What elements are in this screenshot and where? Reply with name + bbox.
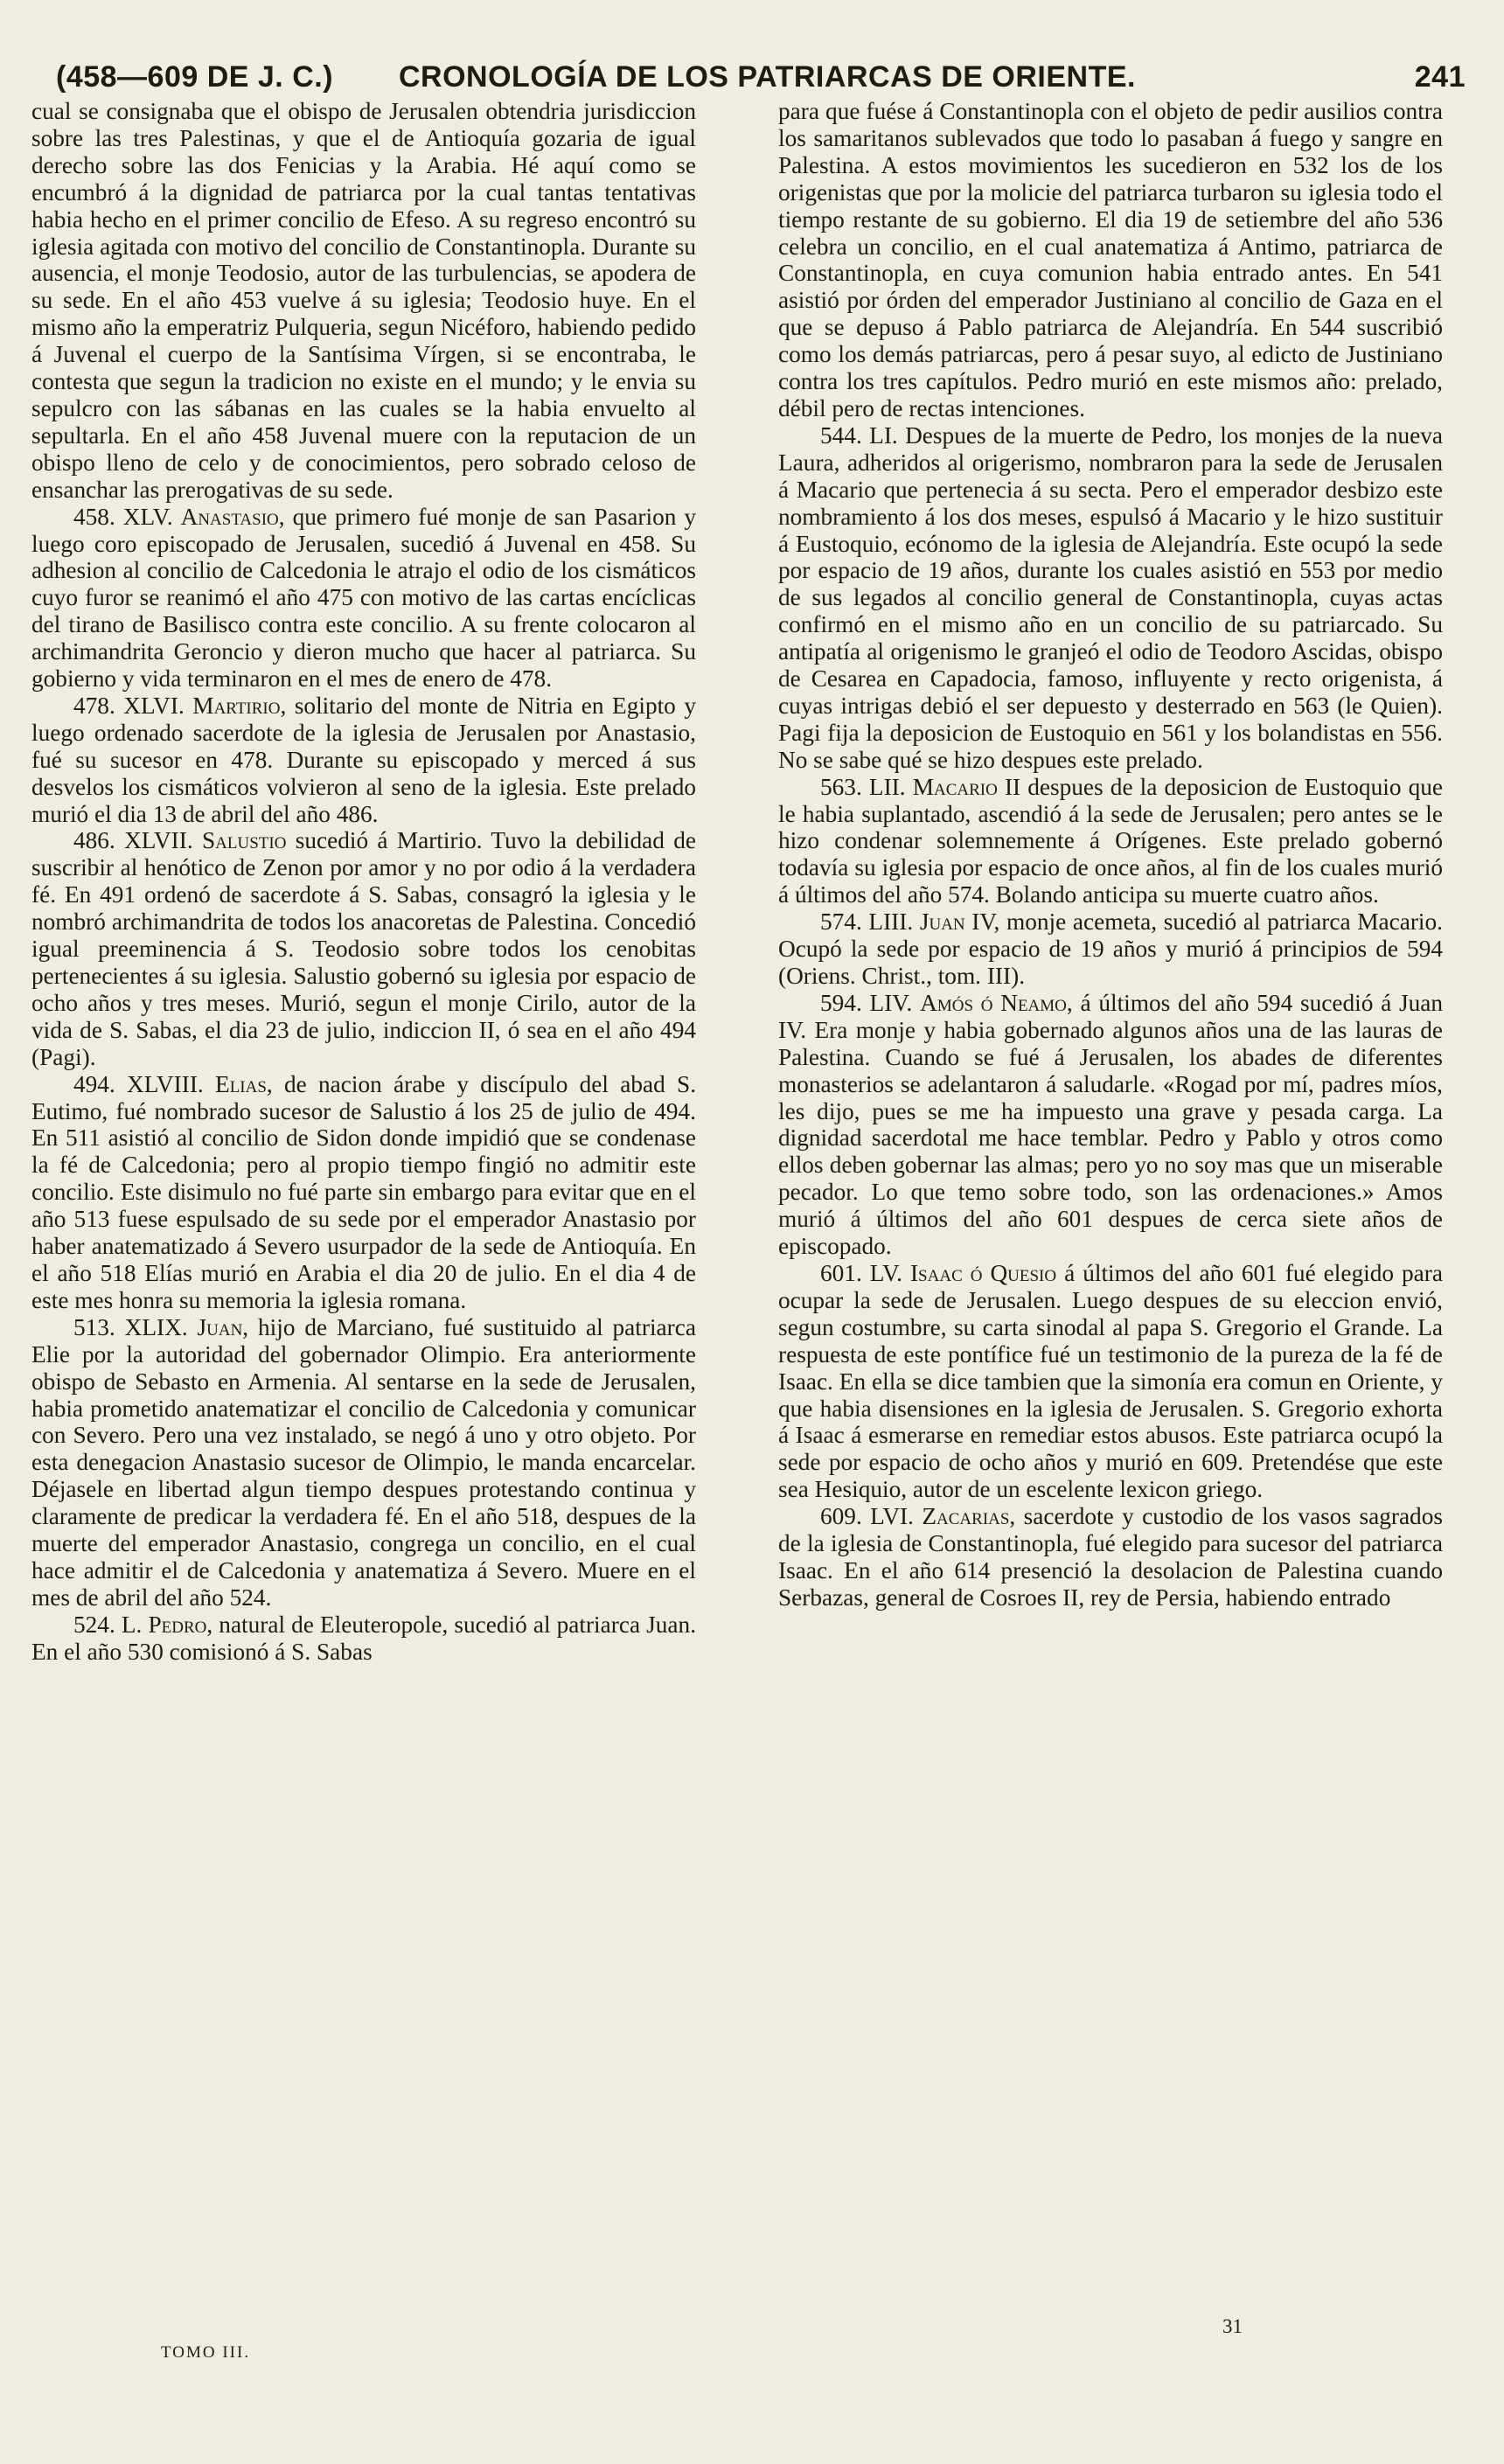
entry-458	[31, 504, 696, 693]
patriarch-name: Amós ó Neamo,	[920, 989, 1073, 1016]
entry-text: natural de Eleuteropole, sucedió al patriarca Juan. En el año 530 comisionó á S. Sabas	[31, 1611, 697, 1665]
entry-numeral: XLV.	[122, 503, 173, 530]
entry-486	[31, 827, 696, 1070]
entry-year: 594.	[820, 989, 862, 1016]
signature-mark: 31	[1222, 2315, 1243, 2337]
entry-513	[31, 1314, 696, 1611]
entry-numeral: XLIX.	[124, 1313, 188, 1340]
patriarch-name: Anastasio,	[180, 503, 285, 530]
entry-544	[778, 422, 1443, 774]
page-header	[56, 58, 1466, 96]
entry-text: solitario del monte de Nitria en Egipto y luego ordenado sacerdote de la iglesia de Jerusalen por Anastasio, fué su sucesor en 478. Durante su episcopado y merced á sus desvelos los cismáticos volvieron al seno de la iglesia. Este prelado murió el dia 13 de abril del año 486.	[31, 692, 696, 827]
patriarch-name: Elias,	[215, 1070, 273, 1097]
entry-601	[778, 1260, 1443, 1503]
entry-text: á últimos del año 594 sucedió á Juan IV. Era monje y habia gobernado algunos años una de las lauras de Palestina. Cuando se fué á Jerusalen, los abades de diferentes monasterios se adelantaron á saludarle. «Rogad por mí, padres míos, les dijo, pues se me ha impuesto una grave y pesada carga. La dignidad sacerdotal me hace temblar. Pedro y Pablo y otros como ellos deben gobernar las almas; pero yo no soy mas que un miserable pecador. Lo que temo sobre todo, son las ordenaciones.» Amos murió á últimos del año 601 despues de cerca siete años de episcopado.	[778, 989, 1444, 1260]
entry-text: que primero fué monje de san Pasarion y luego coro episcopado de Jerusalen, sucedió á Juvenal en 458. Su adhesion al concilio de Calcedonia le atrajo el odio de los cismáticos cuyo furor se reanimó el año 475 con motivo de las cartas encíclicas del tirano de Basilisco contra este concilio. A su frente colocaron al archimandrita Geroncio y dieron mucho que hacer al patriarca. Su gobierno y vida terminaron en el mes de enero de 478.	[31, 503, 697, 693]
entry-494	[31, 1071, 696, 1314]
entry-numeral: LIII.	[868, 908, 914, 936]
entry-numeral: LV.	[869, 1259, 902, 1286]
entry-text: sucedió á Martirio. Tuvo la debilidad de suscribir al henótico de Zenon por amor y no por odio á la verdadera fé. En 491 ordenó de sacerdote á S. Sabas, consagró la iglesia y le nombró archimandrita de todos los anacoretas de Palestina. Concedió igual preeminencia á S. Teodosio sobre todos los cenobitas pertenecientes á su iglesia. Salustio gobernó su iglesia por espacio de ocho años y tres meses. Murió, segun el monje Cirilo, autor de la vida de S. Sabas, el dia 23 de julio, indiccion II, ó sea en el año 494 (Pagi).	[31, 827, 696, 1070]
entry-524	[31, 1611, 696, 1666]
entry-year: 458.	[73, 503, 115, 530]
entry-text: de nacion árabe y discípulo del abad S. Eutimo, fué nombrado sucesor de Salustio á los 25 de julio de 494. En 511 asistió al concilio de Sidon donde impidió que se condenase la fé de Calcedonia; pero al propio tiempo fingió no admitir este concilio. Este disimulo no fué parte sin embargo para evitar que en el año 513 fuese espulsado de su sede por el emperador Anastasio por haber anatematizado á Severo usurpador de la sede de Antioquía. En el año 518 Elías murió en Arabia el dia 20 de julio. En el dia 4 de este mes honra su memoria la iglesia romana.	[31, 1070, 697, 1313]
entry-year: 601.	[820, 1259, 862, 1286]
entry-year: 478.	[73, 692, 115, 719]
page-number: 241	[1414, 60, 1466, 94]
entry-numeral: LIV.	[869, 989, 913, 1016]
entry-text: monje acemeta, sucedió al patriarca Macario. Ocupó la sede por espacio de 19 años y murió á principios de 594 (Oriens. Christ., tom. III).	[778, 908, 1443, 989]
entry-year: 494.	[73, 1070, 115, 1097]
patriarch-name: Isaac ó Quesio	[909, 1259, 1057, 1286]
entry-continuation: para que fuése á Constantinopla con el objeto de pedir ausilios contra los samaritanos sublevados que todo lo pasaban á fuego y sangre en Palestina. A estos movimientos les sucedieron en 532 los de los origenistas que por la molicie del patriarca turbaron su iglesia todo el tiempo restante de su gobierno. El dia 19 de setiembre del año 536 celebra un concilio, en el cual anatematiza á Antimo, patriarca de Constantinopla, en cuya comunion habia entrado antes. En 541 asistió por órden del emperador Justiniano al concilio de Gaza en el que se depuso á Pablo patriarca de Alejandría. En 544 suscribió como los demás patriarcas, pero á pesar suyo, al edicto de Justiniano contra los tres capítulos. Pedro murió en este mismos año: prelado, débil pero de rectas intenciones.	[778, 98, 1443, 421]
right-column	[778, 98, 1443, 1611]
volume-label: TOMO III.	[161, 2343, 251, 2362]
entry-year: 524.	[73, 1611, 115, 1638]
entry-478	[31, 693, 696, 828]
entry-year: 544.	[820, 421, 862, 449]
header-date-range: (458—609 DE J. C.)	[56, 60, 334, 94]
entry-text: despues de la deposicion de Eustoquio que le habia suplantado, ascendió á la sede de Jerusalen; pero antes se le hizo condenar solemnemente á Orígenes. Este prelado gobernó todavía su iglesia por espacio de once años, al fin de los cuales murió á últimos del año 574. Bolando anticipa su muerte cuatro años.	[778, 773, 1443, 908]
entry-text: sacerdote y custodio de los vasos sagrados de la iglesia de Constantinopla, fué elegido para sucesor del patriarca Isaac. En el año 614 presenció la desolacion de Palestina cuando Serbazas, general de Cosroes II, rey de Persia, habiendo entrado	[778, 1503, 1443, 1611]
patriarch-name: Zacarias,	[922, 1503, 1016, 1530]
patriarch-name: Pedro,	[148, 1611, 213, 1638]
entry-numeral: XLVIII.	[127, 1070, 204, 1097]
header-title: CRONOLOGÍA DE LOS PATRIARCAS DE ORIENTE.	[399, 60, 1136, 94]
entry-year: 486.	[73, 827, 115, 854]
left-column	[31, 98, 696, 1666]
entry-numeral: LI.	[869, 421, 898, 449]
entry-numeral: LII.	[868, 773, 906, 800]
patriarch-name: Juan IV,	[919, 908, 1000, 936]
entry-year: 563.	[820, 773, 862, 800]
patriarch-name: Martirio,	[192, 692, 287, 719]
patriarch-name: Macario II	[912, 773, 1021, 800]
entry-text: Despues de la muerte de Pedro, los monjes de la nueva Laura, adheridos al origerismo, nombraron para la sede de Jerusalen á Macario que pertenecia á su secta. Pero el emperador desbizo este nombramiento á los dos meses, espulsó á Macario y le hizo sustituir á Eustoquio, ecónomo de la iglesia de Alejandría. Este ocupó la sede por espacio de 19 años, durante los cuales asistió en 553 por medio de sus legados al concilio general de Constantinopla, cuyas actas confirmó en el mismo año en un concilio de su patriarcado. Su antipatía al origenismo le granjeó el odio de Teodoro Ascidas, obispo de Cesarea en Capadocia, famoso, influyente y recto origenista, á cuyas intrigas debió el ser depuesto y desterrado en 563 (le Quien). Pagi fija la deposicion de Eustoquio en 561 y los bolandistas en 556. No se sabe qué se hizo despues este prelado.	[778, 421, 1443, 773]
entry-text: á últimos del año 601 fué elegido para ocupar la sede de Jerusalen. Luego despues de su eleccion envió, segun costumbre, su carta sinodal al papa S. Gregorio el Grande. La respuesta de este pontífice fué un testimonio de la pureza de la fé de Isaac. En ella se dice tambien que la simonía era comun en Oriente, y que habia disensiones en la iglesia de Jerusalen. S. Gregorio exhorta á Isaac á esmerarse en remediar estos abusos. Este patriarca ocupó la sede por espacio de ocho años y murió en 609. Pretendése que este sea Hesiquio, autor de un escelente lexicon griego.	[778, 1259, 1443, 1503]
entry-year: 574.	[820, 908, 862, 936]
entry-numeral: LVI.	[870, 1503, 914, 1530]
entry-year: 513.	[73, 1313, 115, 1340]
entry-continuation: cual se consignaba que el obispo de Jerusalen obtendria jurisdiccion sobre las tres Palestinas, y que el de Antioquía gozaria de igual derecho sobre las dos Fenicias y la Arabia. Hé aquí como se encumbró á la dignidad de patriarca por la cual tantas tentativas habia hecho en el primer concilio de Efeso. A su regreso encontró su iglesia agitada con motivo del concilio de Constantinopla. Durante su ausencia, el monje Teodosio, autor de las turbulencias, se apodera de su sede. En el año 453 vuelve á su iglesia; Teodosio huye. En el mismo año la emperatriz Pulqueria, segun Nicéforo, habiendo pedido á Juvenal el cuerpo de la Santísima Vírgen, si se encontraba, le contesta que segun la tradicion no existe en el mundo; y le envia su sepulcro con las sábanas en las cuales se la habia envuelto al sepultarla. En el año 458 Juvenal muere con la reputacion de un obispo lleno de celo y de conocimientos, pero sobrado celoso de ensanchar las prerogativas de su sede.	[31, 98, 696, 503]
entry-563	[778, 774, 1443, 909]
entry-numeral: XLVI.	[123, 692, 185, 719]
entry-609	[778, 1503, 1443, 1611]
entry-year: 609.	[820, 1503, 862, 1530]
entry-numeral: L.	[121, 1611, 143, 1638]
entry-594	[778, 990, 1443, 1260]
entry-text: hijo de Marciano, fué sustituido al patriarca Elie por la autoridad del gobernador Olimpio. Era anteriormente obispo de Sebasto en Armenia. Al sentarse en la sede de Jerusalen, habia prometido anatematizar el concilio de Calcedonia y comunicar con Severo. Pero una vez instalado, se negó á uno y otro objeto. Por esta denegacion Anastasio sucesor de Olimpio, le manda encarcelar. Déjasele en libertad algun tiempo despues protestando continua y claramente de predicar la verdadera fé. En el año 518, despues de la muerte del emperador Anastasio, congrega un concilio, en el cual hace admitir el de Calcedonia y anatematiza á Severo. Muere en el mes de abril del año 524.	[31, 1313, 696, 1611]
patriarch-name: Salustio	[201, 827, 287, 854]
entry-numeral: XLVII.	[124, 827, 193, 854]
entry-574	[778, 908, 1443, 990]
patriarch-name: Juan,	[197, 1313, 249, 1340]
